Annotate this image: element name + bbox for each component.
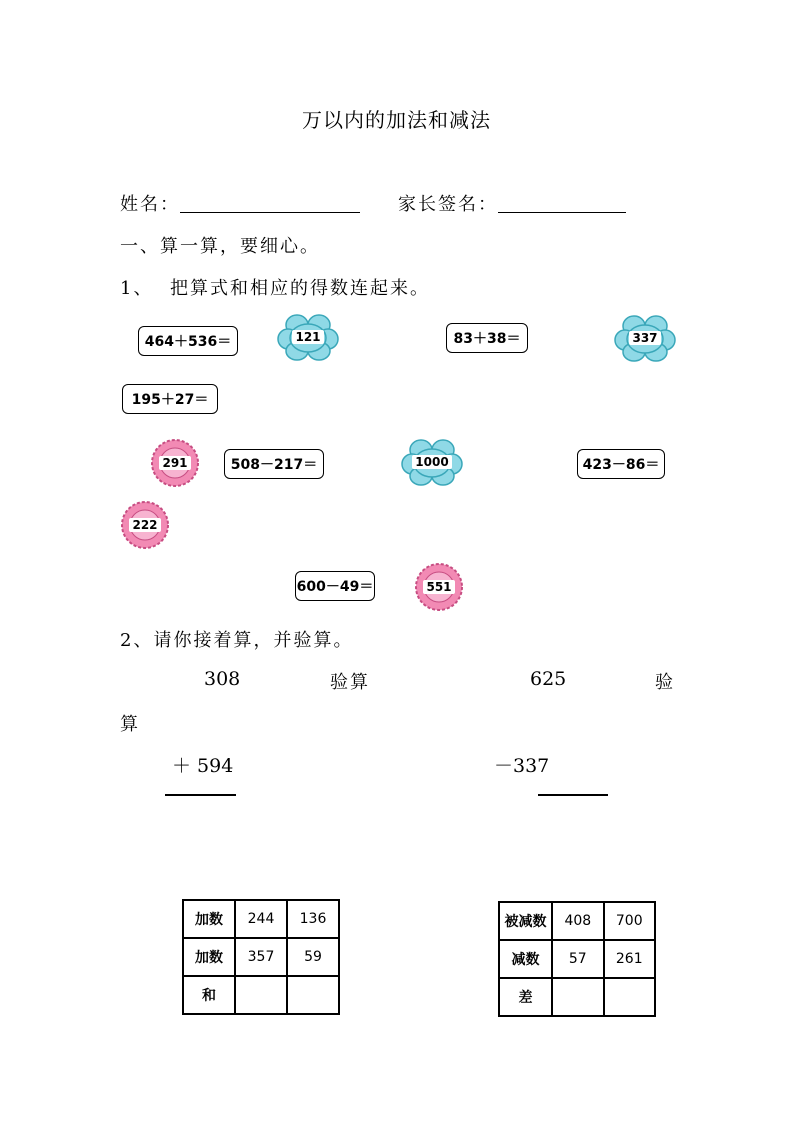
answer-cell[interactable]	[235, 976, 287, 1014]
subtraction-bottom-number: －337	[494, 755, 550, 777]
table-cell: 加数	[183, 900, 235, 938]
answer-value: 337	[629, 331, 660, 345]
section1-heading: 一、算一算，要细心。	[120, 236, 320, 257]
question2-heading: 2、请你接着算，并验算。	[120, 630, 354, 651]
answer-value: 551	[423, 580, 454, 594]
blue-flower-answer[interactable]	[401, 438, 463, 486]
answer-value: 291	[159, 456, 190, 470]
table-cell: 357	[235, 938, 287, 976]
expression-box[interactable]: 195＋27＝	[122, 384, 218, 414]
table-row	[183, 938, 339, 976]
answer-cell[interactable]	[604, 978, 655, 1016]
table-cell: 减数	[499, 940, 552, 978]
pink-flower-answer[interactable]	[414, 562, 464, 612]
expression-box[interactable]: 464＋536＝	[138, 326, 238, 356]
blue-flower-answer[interactable]	[277, 313, 339, 361]
name-row	[120, 190, 360, 216]
parent-signature-label: 家长签名：	[398, 194, 498, 215]
table-cell: 59	[287, 938, 339, 976]
expression-box[interactable]: 508－217＝	[224, 449, 324, 479]
verify-label-part2: 算	[120, 714, 140, 735]
answer-value: 121	[292, 330, 323, 344]
table-cell: 57	[552, 940, 603, 978]
table-row	[183, 976, 339, 1014]
table-cell: 加数	[183, 938, 235, 976]
addition-answer-line	[165, 794, 236, 796]
subtraction-table	[498, 901, 656, 1017]
addition-top-number: 308	[204, 668, 241, 690]
question1-text: 把算式和相应的得数连起来。	[170, 278, 430, 299]
table-cell: 244	[235, 900, 287, 938]
parent-signature-blank[interactable]	[498, 194, 626, 213]
table-cell: 408	[552, 902, 603, 940]
table-row	[499, 978, 655, 1016]
verify-label: 验算	[330, 672, 370, 693]
expression-box[interactable]: 83＋38＝	[446, 323, 528, 353]
pink-flower-answer[interactable]	[150, 438, 200, 488]
table-cell: 和	[183, 976, 235, 1014]
table-cell: 261	[604, 940, 655, 978]
table-cell: 136	[287, 900, 339, 938]
answer-value: 222	[129, 518, 160, 532]
name-label: 姓名：	[120, 194, 180, 215]
addition-bottom-number: ＋ 594	[172, 755, 234, 777]
verify-label-part1: 验	[655, 672, 675, 693]
answer-cell[interactable]	[552, 978, 603, 1016]
table-row	[499, 940, 655, 978]
table-cell: 被减数	[499, 902, 552, 940]
subtraction-top-number: 625	[530, 668, 567, 690]
subtraction-answer-line	[538, 794, 608, 796]
expression-box[interactable]: 423－86＝	[577, 449, 665, 479]
blue-flower-answer[interactable]	[614, 314, 676, 362]
page-title: 万以内的加法和减法	[302, 108, 491, 132]
answer-cell[interactable]	[287, 976, 339, 1014]
name-blank[interactable]	[180, 194, 360, 213]
table-cell: 700	[604, 902, 655, 940]
table-cell: 差	[499, 978, 552, 1016]
pink-flower-answer[interactable]	[120, 500, 170, 550]
table-row	[183, 900, 339, 938]
answer-value: 1000	[412, 455, 451, 469]
expression-box[interactable]: 600－49＝	[295, 571, 375, 601]
table-row	[499, 902, 655, 940]
addition-table	[182, 899, 340, 1015]
parent-row	[398, 190, 626, 216]
question1-number: 1、	[120, 278, 154, 299]
